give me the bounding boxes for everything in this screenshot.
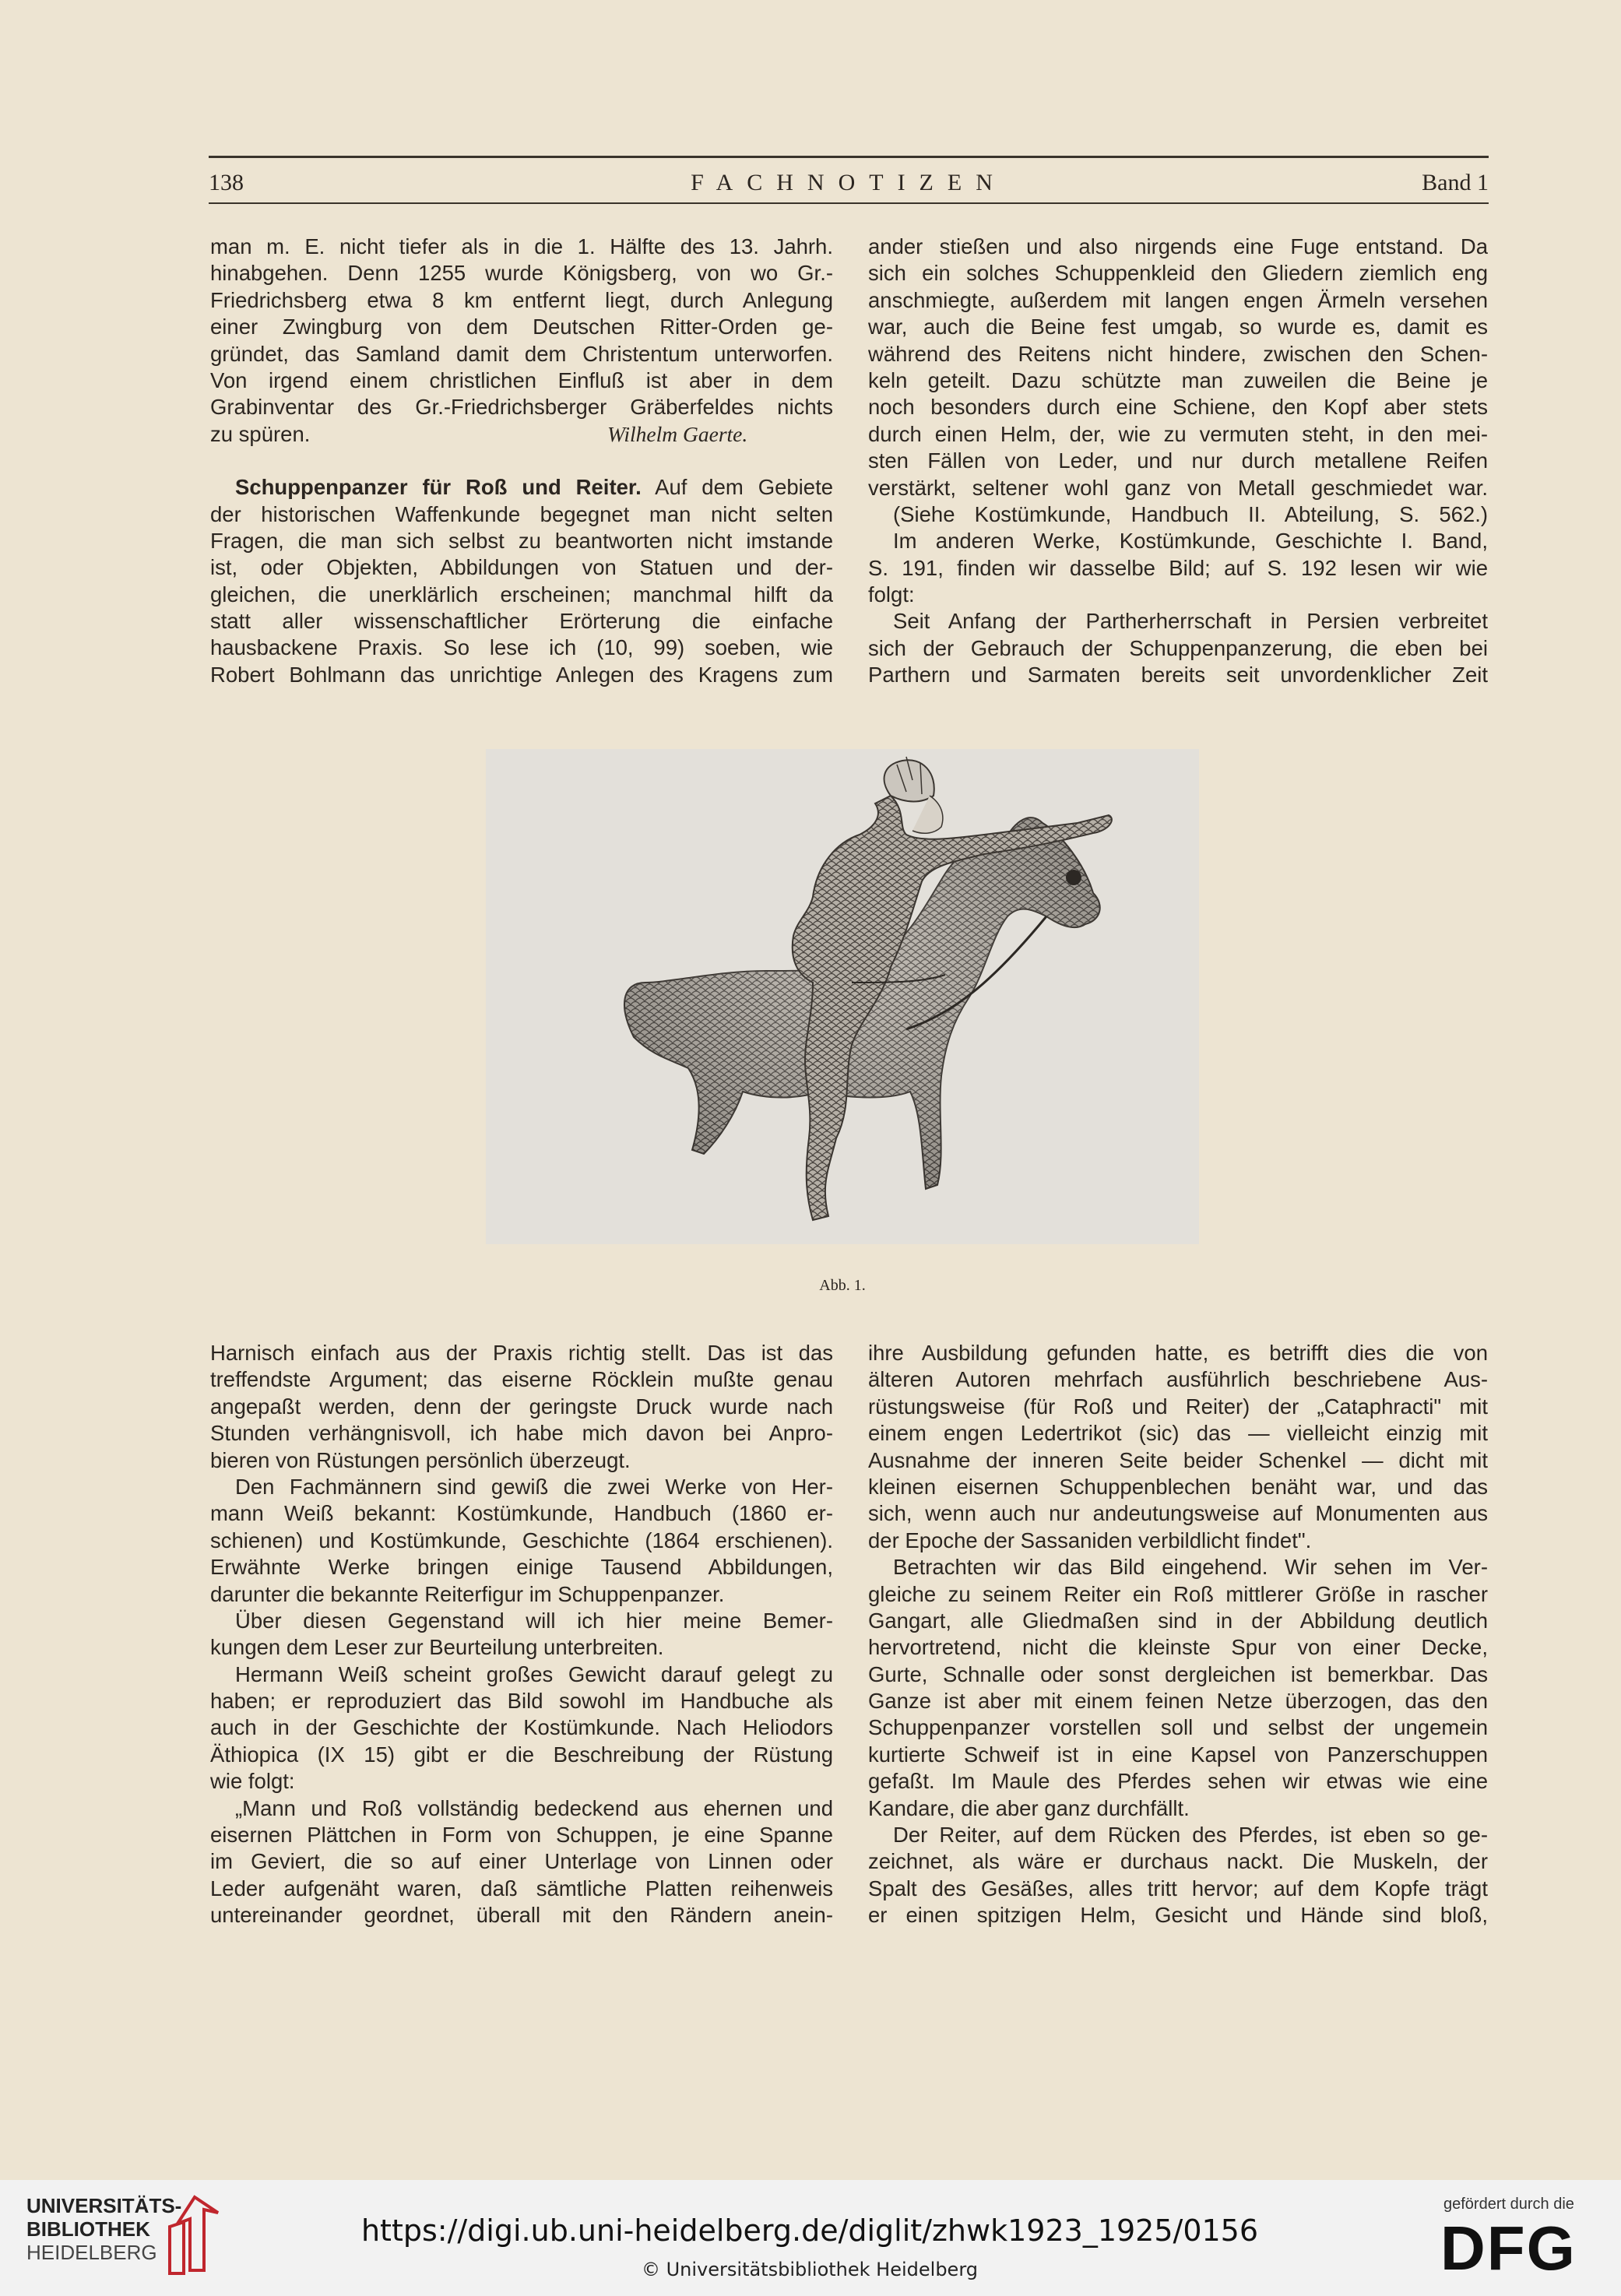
text-line: sten Fällen von Leder, und nur durch metallene Reifen [868,448,1488,473]
text-line: keln geteilt. Dazu schützte man zuweilen die Beine je [868,367,1488,392]
top-rule [209,156,1489,158]
text-fragment: zu spüren. [210,421,311,446]
text-line: bieren von Rüstungen persönlich überzeugt. [210,1447,631,1472]
text-line: der historischen Waffenkunde begegnet man nicht selten [210,501,833,526]
text-line: älteren Autoren mehrfach ausführlich beschriebene Aus- [868,1367,1488,1392]
logo-line: BIBLIOTHEK [26,2217,150,2241]
text-line: Über diesen Gegenstand will ich hier meine Bemer- [235,1608,833,1633]
text-line: Gurte, Schnalle oder sonst dergleichen ist bemerkbar. Das [868,1661,1488,1686]
logo-line: HEIDELBERG [26,2241,157,2264]
permalink-url[interactable]: https://digi.ub.uni-heidelberg.de/diglit/zhwk1923_1925/0156 [360,2213,1259,2248]
signature-line [210,421,833,448]
text-line: mann Weiß bekannt: Kostümkunde, Handbuch (1860 er- [210,1501,833,1526]
text-line: im Geviert, die so auf einer Unterlage von Linnen oder [210,1849,833,1874]
text-line: der Epoche der Sassaniden verbildlicht findet". [868,1528,1312,1552]
text-line: verstärkt, seltener wohl ganz von Metall geschmiedet war. [868,475,1488,500]
dfg-logo[interactable]: DFG [1440,2213,1577,2283]
text-line: Harnisch einfach aus der Praxis richtig stellt. Das ist das [210,1341,833,1365]
text-line: Fragen, die man sich selbst zu beantworten nicht imstande [210,528,833,553]
text-line: „Mann und Roß vollständig bedeckend aus ehernen und [235,1795,833,1820]
text-line: während des Reitens nicht hindere, zwischen den Schen- [868,341,1488,366]
library-logo[interactable] [26,2194,181,2264]
text-line: Parthern und Sarmaten bereits seit unvordenklicher Zeit [868,663,1488,687]
logo-line: UNIVERSITÄTS- [26,2194,182,2217]
copyright-notice: © Universitätsbibliothek Heidelberg [641,2259,978,2280]
text-line: anschmiegte, außerdem mit langen engen Ärmeln versehen [868,287,1488,312]
text-line: folgt: [868,582,915,607]
text-line: er einen spitzigen Helm, Gesicht und Hände sind bloß, [868,1903,1488,1928]
text-line: Schuppenpanzer vorstellen soll und selbst der ungemein [868,1715,1488,1740]
text-line: rüstungsweise (für Roß und Reiter) der „Cataphracti" mit [868,1394,1488,1419]
text-line: einem engen Ledertrikot (sic) das — vielleicht einzig mit [868,1421,1488,1446]
text-line: Hermann Weiß scheint großes Gewicht darauf gelegt zu [235,1661,833,1686]
text-line: Äthiopica (IX 15) gibt er die Beschreibung der Rüstung [210,1742,833,1767]
text-line: Kandare, die aber ganz durchfällt. [868,1795,1190,1820]
text-line: Ausnahme der inneren Seite beider Schenkel — dicht mit [868,1447,1488,1472]
text-line: Betrachten wir das Bild eingehend. Wir sehen im Ver- [893,1555,1488,1580]
volume-label: Band 1 [1422,170,1489,195]
library-mark-icon [164,2192,226,2277]
text-line: kungen dem Leser zur Beurteilung unterbreiten. [210,1635,664,1660]
column-right-bottom [868,1340,1488,1929]
text-line: eisernen Plättchen in Form von Schuppen, je eine Spanne [210,1823,833,1848]
text-line: treffendste Argument; das eiserne Röcklein mußte genau [210,1367,833,1392]
text-line: Der Reiter, auf dem Rücken des Pferdes, ist eben so ge- [893,1823,1488,1848]
funding-note: gefördert durch die [1443,2196,1574,2213]
text-line: Im anderen Werke, Kostümkunde, Geschichte I. Band, [893,529,1488,554]
text-line: noch besonders durch eine Schiene, den Kopf aber stets [868,395,1488,420]
text-line: Leder aufgenäht waren, daß sämtliche Platten reihenweis [210,1876,833,1900]
text-line: Den Fachmännern sind gewiß die zwei Werke von Her- [235,1474,833,1499]
text-line: wie folgt: [210,1769,295,1794]
column-left-bottom [210,1340,833,1929]
text-line: Friedrichsberg etwa 8 km entfernt liegt, durch Anlegung [210,287,833,312]
text-line: zeichnet, als wäre er durchaus nackt. Die Muskeln, der [868,1849,1488,1874]
text-line: Seit Anfang der Partherherrschaft in Persien verbreitet [893,609,1488,634]
section-heading: Schuppenpanzer für Roß und Reiter. [235,475,642,500]
text-line: angepaßt werden, denn der geringste Druck wurde nach [210,1394,833,1419]
text-line: sich, wenn auch nur andeutungsweise auf Monumenten aus [868,1501,1488,1526]
text-line: gefaßt. Im Maule des Pferdes sehen wir etwas wie eine [868,1769,1488,1794]
text-line: durch einen Helm, der, wie zu vermuten steht, in den mei- [868,421,1488,446]
text-line: gründet, das Samland damit dem Christentum unterworfen. [210,341,833,366]
figure-horse-and-rider [486,749,1199,1244]
text-line: schienen) und Kostümkunde, Geschichte (1864 erschienen). [210,1528,833,1552]
text-line: Grabinventar des Gr.-Friedrichsberger Gräberfeldes nichts [210,395,833,420]
text-line: haben; er reproduziert das Bild sowohl im Handbuche als [210,1689,833,1714]
text-line: Spalt des Gesäßes, alles tritt hervor; auf dem Kopfe trägt [868,1876,1488,1900]
text-line: gleiche zu seinem Reiter ein Roß mittlerer Größe in rascher [868,1581,1488,1606]
text-line: ist, oder Objekten, Abbildungen von Statuen und der- [210,555,833,580]
text-line: auch in der Geschichte der Kostümkunde. Nach Heliodors [210,1715,833,1740]
text-line: Ganze ist aber mit einem feinen Netze überzogen, das den [868,1689,1488,1714]
text-line: gleichen, die unerklärlich erscheinen; manchmal hilft da [210,582,833,607]
figure-caption: Abb. 1. [819,1277,866,1294]
text-line: sich der Gebrauch der Schuppenpanzerung, die eben bei [868,635,1488,660]
text-line: man m. E. nicht tiefer als in die 1. Hälfte des 13. Jahrh. [210,234,833,258]
text-line: kurtierte Schweif ist in eine Kapsel von Panzerschuppen [868,1742,1488,1767]
text-fragment: Auf dem Gebiete [655,475,833,500]
section-first-line [210,474,833,501]
running-title: FACHNOTIZEN [691,170,1007,195]
text-line: untereinander geordnet, überall mit den Rändern anein- [210,1903,833,1928]
text-line: Stunden verhängnisvoll, ich habe mich davon bei Anpro- [210,1421,833,1446]
page-number: 138 [209,170,244,195]
text-line: Gangart, alle Gliedmaßen sind in der Abbildung deutlich [868,1608,1488,1633]
author-signature: Wilhelm Gaerte. [607,421,748,446]
text-line: ihre Ausbildung gefunden hatte, es betrifft dies die von [868,1341,1488,1365]
header-rule [209,202,1489,204]
text-line: Erwähnte Werke bringen einige Tausend Abbildungen, [210,1555,833,1580]
text-line: Robert Bohlmann das unrichtige Anlegen des Kragens zum [210,662,833,687]
text-line: S. 191, finden wir dasselbe Bild; auf S. 192 lesen wir wie [868,555,1488,580]
text-line: kleinen eisernen Schuppenblechen benäht war, und das [868,1474,1488,1499]
text-line: sich ein solches Schuppenkleid den Gliedern ziemlich eng [868,261,1488,286]
text-line: darunter die bekannte Reiterfigur im Schuppenpanzer. [210,1581,725,1606]
text-line: (Siehe Kostümkunde, Handbuch II. Abteilung, S. 562.) [893,501,1488,526]
text-line: war, auch die Beine fest umgab, so wurde es, damit es [868,315,1488,339]
column-left-top [210,234,833,688]
text-line: hinabgehen. Denn 1255 wurde Königsberg, von wo Gr.- [210,261,833,286]
rider-illustration [486,749,1199,1244]
text-line: ander stießen und also nirgends eine Fuge entstand. Da [868,234,1488,258]
running-head [209,167,1489,198]
text-line: einer Zwingburg von dem Deutschen Ritter-Orden ge- [210,315,833,339]
text-line: hausbackene Praxis. So lese ich (10, 99) soeben, wie [210,635,833,660]
text-line: hervortretend, nicht die kleinste Spur von einer Decke, [868,1635,1488,1660]
column-right-top [868,234,1488,689]
text-line: statt aller wissenschaftlicher Erörterung die einfache [210,609,833,634]
text-line: Von irgend einem christlichen Einfluß ist aber in dem [210,367,833,392]
